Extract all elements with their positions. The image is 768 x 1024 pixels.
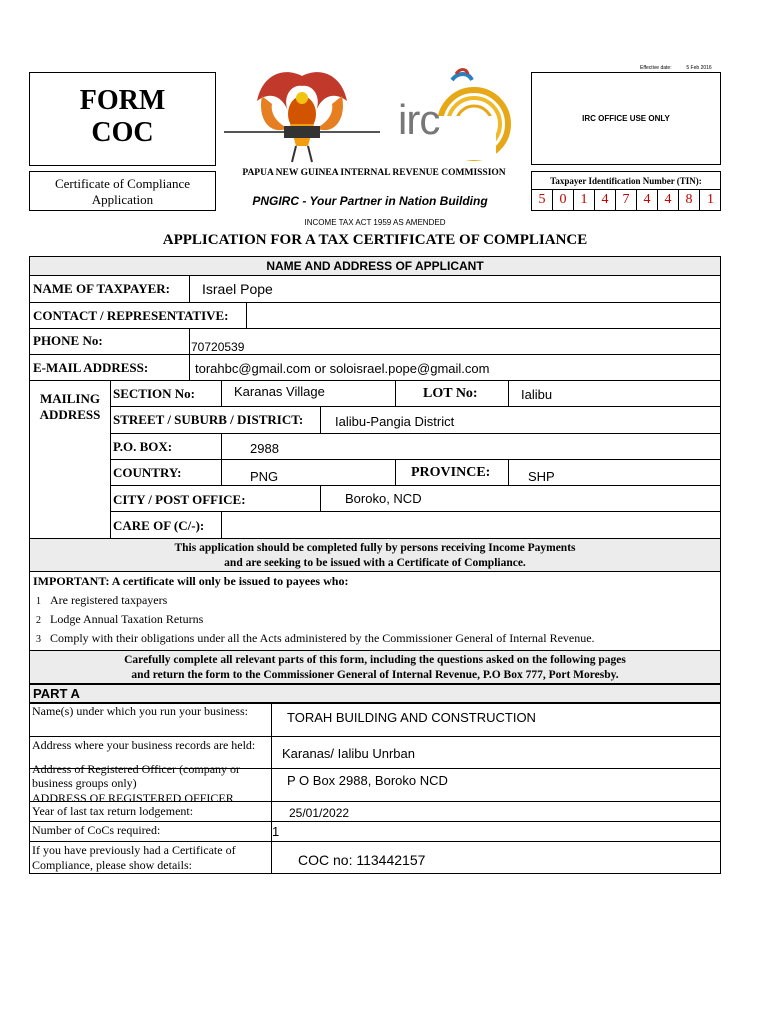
street-label: STREET / SUBURB / DISTRICT:	[113, 412, 304, 427]
tin-digit[interactable]: 1	[707, 192, 714, 207]
instruction-line1: Carefully complete all relevant parts of this form, including the questions asked on the following pages	[124, 654, 626, 666]
city-field[interactable]: Boroko, NCD	[345, 491, 422, 506]
cocs-required-label: Number of CoCs required:	[32, 823, 161, 837]
application-notice	[30, 539, 720, 571]
tin-label: Taxpayer Identification Number (TIN):	[550, 176, 702, 186]
registered-officer-overflow-text: ADDRESS OF REGISTERED OFFICER	[32, 791, 234, 801]
business-name-field[interactable]: TORAH BUILDING AND CONSTRUCTION	[287, 710, 536, 725]
contact-representative-field[interactable]	[250, 308, 710, 324]
last-return-label: Year of last tax return lodgement:	[32, 804, 194, 818]
effective-date-value: 5 Feb 2016	[686, 65, 712, 71]
important-item-number: 1	[36, 596, 41, 607]
po-box-label: P.O. BOX:	[113, 439, 173, 454]
important-heading: IMPORTANT: A certificate will only be issued to payees who:	[33, 574, 349, 588]
income-tax-act: INCOME TAX ACT 1959 AS AMENDED	[304, 218, 446, 227]
city-label: CITY / POST OFFICE:	[113, 492, 246, 507]
tin-digit[interactable]: 4	[595, 190, 616, 210]
important-item-text: Comply with their obligations under all the Acts administered by the Commissioner General of Internal Revenue.	[50, 631, 595, 645]
previous-certificate-field[interactable]: COC no: 113442157	[298, 852, 426, 868]
contact-representative-label: CONTACT / REPRESENTATIVE:	[33, 308, 229, 323]
part-a-title: PART A	[29, 684, 721, 703]
business-records-field[interactable]: Karanas/ Ialibu Unrban	[282, 746, 415, 761]
important-item-2	[36, 612, 203, 627]
lot-no-label: LOT No:	[423, 386, 478, 401]
business-records-label: Address where your business records are held:	[32, 738, 256, 752]
registered-officer-field[interactable]: P O Box 2988, Boroko NCD	[287, 773, 448, 788]
important-item-text: Lodge Annual Taxation Returns	[50, 612, 204, 626]
section-no-field[interactable]: Karanas Village	[234, 384, 325, 399]
email-field[interactable]: torahbc@gmail.com or soloisrael.pope@gmail.com	[195, 361, 490, 376]
effective-date	[640, 65, 712, 71]
commission-name: PAPUA NEW GUINEA INTERNAL REVENUE COMMISSION	[242, 168, 506, 178]
main-title: APPLICATION FOR A TAX CERTIFICATE OF COMPLIANCE	[162, 232, 588, 248]
street-field[interactable]: Ialibu-Pangia District	[335, 414, 455, 429]
cocs-required-field[interactable]: 1	[272, 824, 280, 839]
email-label: E-MAIL ADDRESS:	[33, 360, 149, 375]
form-title-box	[29, 72, 216, 166]
country-label: COUNTRY:	[113, 465, 182, 480]
tin-digit[interactable]: 1	[574, 190, 595, 210]
name-of-taxpayer-label: NAME OF TAXPAYER:	[33, 281, 170, 296]
tin-digit[interactable]: 4	[637, 190, 658, 210]
tin-digit[interactable]: 0	[553, 190, 574, 210]
province-label: PROVINCE:	[411, 465, 491, 480]
notice-line1: This application should be completed fully by persons receiving Income Payments	[174, 542, 576, 554]
tin-digit[interactable]: 5	[532, 190, 553, 210]
irc-logo	[396, 66, 512, 166]
subtitle-line2: Application	[91, 192, 154, 207]
section-no-label: SECTION No:	[113, 386, 195, 401]
lot-no-field[interactable]: Ialibu	[521, 387, 553, 402]
applicant-section-header: NAME AND ADDRESS OF APPLICANT	[30, 257, 720, 276]
subtitle-line1: Certificate of Compliance	[54, 176, 190, 191]
slogan: PNGIRC - Your Partner in Nation Building	[252, 194, 488, 208]
business-name-label: Name(s) under which you run your business:	[32, 704, 248, 718]
notice-line2: and are seeking to be issued with a Certificate of Compliance.	[224, 557, 526, 569]
registered-officer-label	[32, 760, 268, 801]
office-use-label: IRC OFFICE USE ONLY	[582, 114, 670, 123]
important-item-number: 3	[36, 634, 41, 645]
important-item-3	[36, 631, 595, 646]
country-field[interactable]: PNG	[250, 469, 279, 484]
phone-label: PHONE No:	[33, 333, 103, 348]
effective-date-label: Effective date:	[640, 65, 672, 71]
tin-digit[interactable]: 8	[679, 190, 700, 210]
irc-logo-text: irc	[398, 96, 440, 143]
instruction-box	[29, 650, 721, 684]
mailing-label-line2: ADDRESS	[39, 407, 101, 422]
tin-digit[interactable]: 7	[616, 190, 637, 210]
important-item-number: 2	[36, 615, 41, 626]
registered-officer-label-text: Address of Registered Officer (company or business groups only)	[32, 762, 241, 790]
instruction-line2: and return the form to the Commissioner General of Internal Revenue, P.O Box 777, Port Moresby.	[131, 669, 619, 681]
important-item-1	[36, 593, 167, 608]
po-box-field[interactable]: 2988	[250, 441, 279, 456]
png-coat-of-arms-icon	[222, 66, 382, 164]
name-of-taxpayer-field[interactable]: Israel Pope	[202, 281, 273, 297]
office-use-box	[531, 72, 721, 165]
important-item-text: Are registered taxpayers	[50, 593, 168, 607]
subtitle-box	[29, 171, 216, 211]
form-title-line2: COC	[91, 117, 154, 148]
last-return-field[interactable]: 25/01/2022	[289, 806, 350, 820]
previous-certificate-label: If you have previously had a Certificate of Compliance, please show details:	[32, 843, 236, 872]
province-field[interactable]: SHP	[528, 469, 555, 484]
mailing-label-line1: MAILING	[40, 391, 100, 406]
form-title-line1: FORM	[79, 85, 166, 116]
care-of-field[interactable]	[226, 518, 716, 534]
phone-field[interactable]: 70720539	[191, 340, 245, 354]
mailing-address-label	[34, 391, 106, 423]
tin-digit[interactable]: 4	[658, 190, 679, 210]
care-of-label: CARE OF (C/-):	[113, 518, 205, 533]
